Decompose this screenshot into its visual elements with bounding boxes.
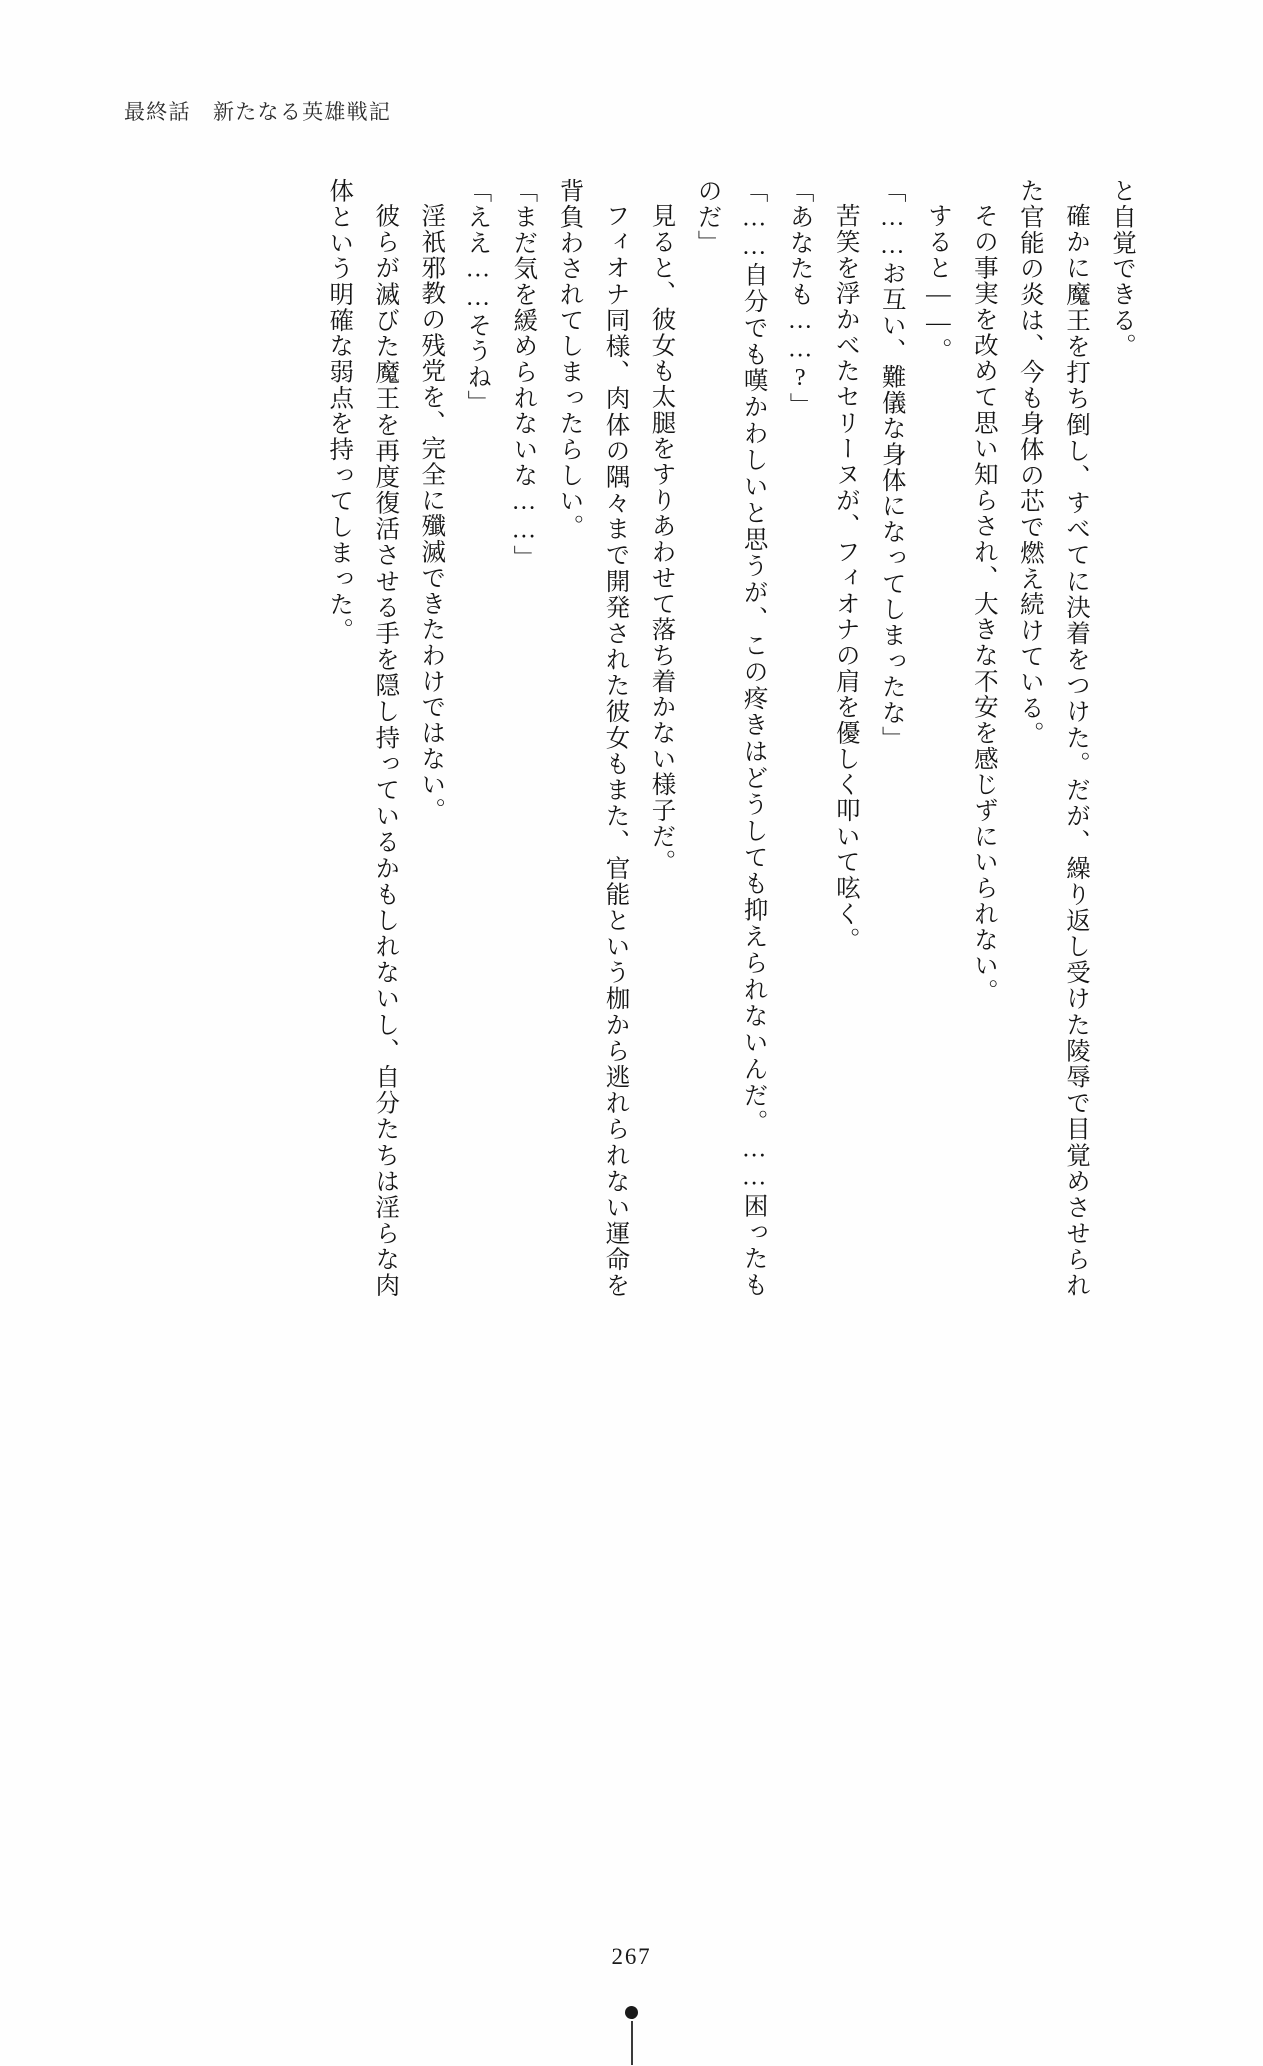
- paragraph: 「あなたも……?」: [786, 178, 814, 419]
- paragraph: 淫祇邪教の残党を、完全に殲滅できたわけではない。: [418, 202, 446, 823]
- paragraph: 確かに魔王を打ち倒し、すべてに決着をつけた。だが、繰り返し受けた陵辱で目覚めさせられた官能の炎は、今も身体の芯で燃え続けている。: [1016, 178, 1090, 1298]
- paragraph: 苦笑を浮かべたセリーヌが、フィオナの肩を優しく叩いて呟く。: [832, 202, 860, 953]
- paragraph: 「ええ……そうね」: [464, 178, 492, 416]
- paragraph: すると――。: [924, 202, 952, 363]
- paragraph: 「……お互い、難儀な身体になってしまったな」: [878, 178, 906, 752]
- paragraph: と自覚できる。: [1109, 178, 1136, 359]
- paragraph: 彼らが滅びた魔王を再度復活させる手を隠し持っているかもしれないし、自分たちは淫らな肉体という明確な弱点を持ってしまった。: [326, 178, 400, 1298]
- page-number: 267: [611, 1944, 652, 1969]
- body-text: [326, 178, 1145, 1298]
- paragraph: フィオナ同様、肉体の隅々まで開発された彼女もまた、官能という枷から逃れられない運命を背負わされてしまったらしい。: [556, 178, 630, 1298]
- paragraph: その事実を改めて思い知らされ、大きな不安を感じずにいられない。: [970, 202, 998, 1004]
- printers-mark-icon: [625, 2006, 639, 2066]
- paragraph: 見ると、彼女も太腿をすりあわせて落ち着かない様子だ。: [648, 202, 676, 875]
- paragraph: 「……自分でも嘆かわしいと思うが、この疼きはどうしても抑えられないんだ。……困ったものだ」: [694, 178, 768, 1298]
- running-head: 最終話 新たなる英雄戦記: [124, 100, 392, 124]
- paragraph: 「まだ気を緩められないな……」: [510, 178, 538, 571]
